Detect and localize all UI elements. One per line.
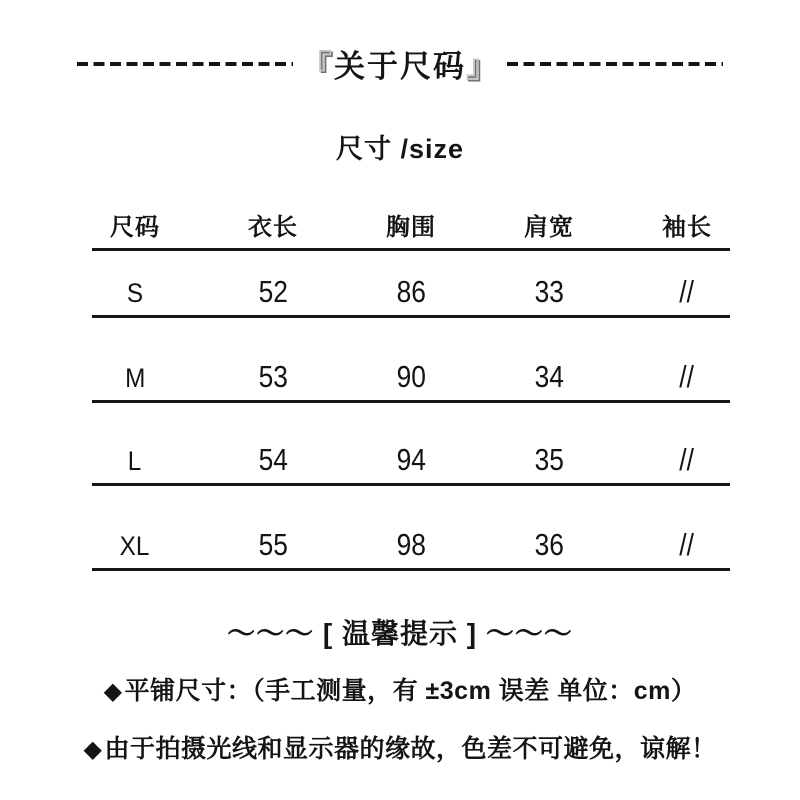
cell-length (230, 361, 316, 392)
page-title-row (0, 44, 800, 82)
sleeve-value: // (679, 274, 695, 309)
cell-size (92, 280, 178, 307)
size-table-header-row (92, 204, 730, 251)
size-value: M (124, 363, 146, 393)
shoulder-value: 33 (534, 274, 564, 309)
tip-item (0, 729, 800, 765)
page-title (301, 41, 499, 86)
cell-sleeve (644, 361, 730, 392)
sleeve-value: // (679, 442, 695, 477)
column-header-sleeve: 袖长 (662, 214, 712, 241)
bust-value: 94 (396, 442, 426, 477)
length-value: 54 (258, 442, 288, 477)
cell-size (92, 533, 178, 560)
shoulder-value: 34 (534, 359, 564, 394)
tip-item (0, 671, 800, 707)
cell-sleeve (644, 529, 730, 560)
cell-shoulder (506, 444, 592, 475)
table-row (92, 251, 730, 318)
cell-length (230, 444, 316, 475)
cell-shoulder (506, 276, 592, 307)
size-value: S (126, 278, 144, 308)
length-value: 53 (258, 359, 288, 394)
bust-value: 90 (396, 359, 426, 394)
shoulder-value: 36 (534, 527, 564, 562)
diamond-bullet-icon: ◆ (83, 736, 103, 763)
column-header-size: 尺码 (110, 214, 160, 241)
table-row (92, 318, 730, 403)
diamond-bullet-icon: ◆ (103, 678, 123, 705)
tips-heading: ～～～ [ 温馨提示 ] ～～～ (227, 618, 573, 649)
cell-length (230, 276, 316, 307)
sleeve-value: // (679, 359, 695, 394)
cell-bust (368, 444, 454, 475)
tip-text: 由于拍摄光线和显示器的缘故，色差不可避免，谅解！ (104, 735, 717, 763)
cell-size (92, 365, 178, 392)
sleeve-value: // (679, 527, 695, 562)
shoulder-value: 35 (534, 442, 564, 477)
cell-length (230, 529, 316, 560)
size-subtitle: 尺寸 /size (335, 134, 465, 164)
column-header-shoulder: 肩宽 (524, 214, 574, 241)
cell-bust (368, 529, 454, 560)
column-header-bust: 胸围 (386, 214, 436, 241)
size-value: XL (120, 531, 150, 561)
title-dash-right-icon (507, 62, 723, 66)
title-dash-left-icon (77, 62, 293, 66)
length-value: 52 (258, 274, 288, 309)
length-value: 55 (258, 527, 288, 562)
title-bracket-open: 『 (301, 48, 334, 84)
size-table (92, 204, 730, 571)
cell-shoulder (506, 361, 592, 392)
cell-sleeve (644, 444, 730, 475)
cell-size (92, 448, 178, 475)
table-row (92, 486, 730, 571)
page-title-text: 关于尺码 (334, 48, 466, 84)
column-header-length: 衣长 (248, 214, 298, 241)
cell-bust (368, 361, 454, 392)
cell-sleeve (644, 276, 730, 307)
cell-shoulder (506, 529, 592, 560)
title-bracket-close: 』 (466, 48, 499, 84)
cell-bust (368, 276, 454, 307)
bust-value: 98 (396, 527, 426, 562)
tip-text: 平铺尺寸：（手工测量，有 ±3cm 误差 单位：cm） (124, 677, 697, 705)
table-row (92, 403, 730, 486)
bust-value: 86 (396, 274, 426, 309)
size-value: L (128, 446, 142, 476)
